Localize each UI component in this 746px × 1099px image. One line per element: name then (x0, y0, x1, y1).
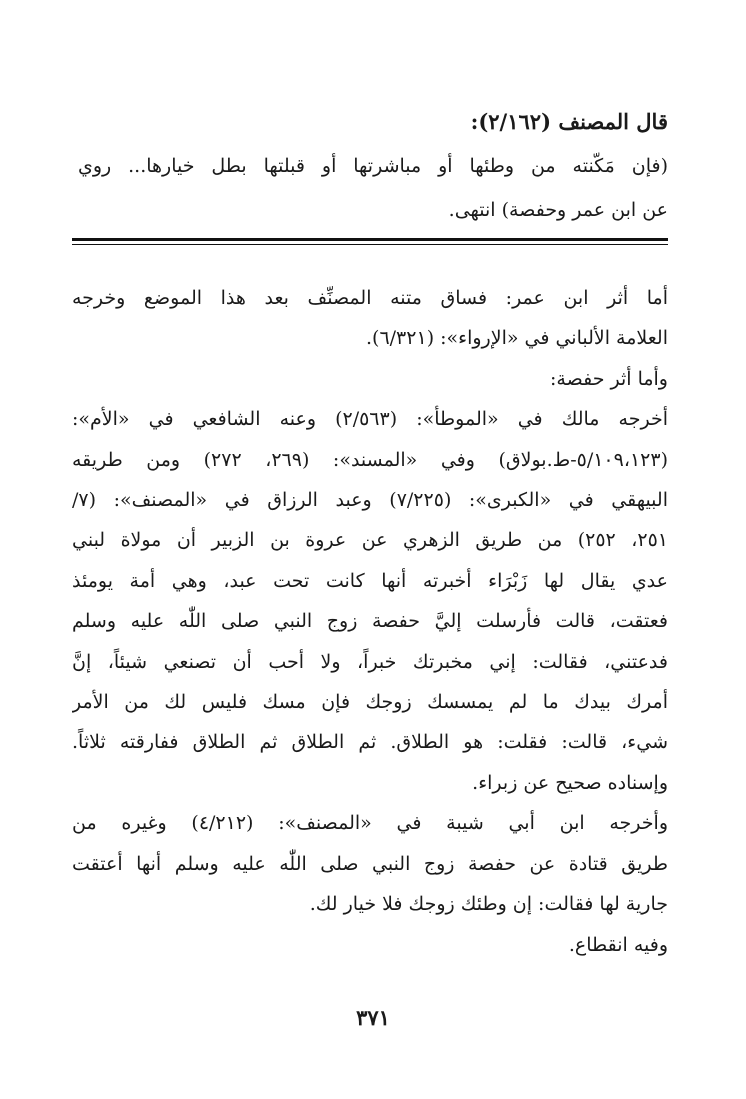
quote-line: (فإن مَكّنته من وطئها أو مباشرتها أو قبلتها بطل خيارها... روي (78, 155, 668, 177)
page-number: ٣٧١ (356, 1005, 390, 1030)
body-line: وأما أثر حفصة: (550, 367, 668, 390)
body-line: ٢٥١، ٢٥٢) من طريق الزهري عن عروة بن الزبير أن مولاة لبني (72, 529, 668, 552)
body-line: عدي يقال لها زَبْرَاء أخبرته أنها كانت تحت عبد، وهي أمة يومئذ (72, 569, 668, 592)
body-line: العلامة الألباني في «الإرواء»: (٦/٣٢١). (366, 327, 668, 350)
body-line: جارية لها فقالت: إن وطئك زوجك فلا خيار لك. (309, 893, 668, 916)
body-line: وإسناده صحيح عن زبراء. (472, 771, 668, 794)
body-line: أمرك بيدك ما لم يمسسك زوجك فإن مسك فليس لك من الأمر (72, 691, 668, 714)
body-line: وأخرجه ابن أبي شيبة في «المصنف»: (٤/٢١٢) وغيره من (72, 812, 668, 835)
body-line: أخرجه مالك في «الموطأ»: (٢/٥٦٣) وعنه الشافعي في «الأم»: (72, 408, 668, 431)
body-line: (٥/١٠٩،١٢٣-ط.بولاق) وفي «المسند»: (٢٦٩، ٢٧٢) ومن طريقه (72, 448, 668, 471)
heading-label: قال المصنف (558, 109, 668, 134)
body-line: فدعتني، فقالت: إني مخبرتك خبراً، ولا أحب أن تصنعي شيئاً، إنَّ (72, 650, 668, 673)
heading-reference: (٢/١٦٢): (470, 109, 552, 134)
body-line: شيء، قالت: فقلت: هو الطلاق. ثم الطلاق ثم الطلاق ففارقته ثلاثاً. (72, 731, 668, 754)
body-line: طريق قتادة عن حفصة زوج النبي صلى اللّٰه عليه وسلم أنها أعتقت (72, 852, 668, 875)
quote-line: عن ابن عمر وحفصة) انتهى. (448, 199, 668, 221)
section-heading (78, 100, 668, 144)
section-divider (72, 238, 668, 245)
commentary-body (72, 278, 668, 965)
body-line: البيهقي في «الكبرى»: (٧/٢٢٥) وعبد الرزاق في «المصنف»: (٧/ (72, 489, 668, 512)
author-quote-block (78, 100, 668, 232)
body-line: أما أثر ابن عمر: فساق متنه المصنِّف بعد هذا الموضع وخرجه (72, 287, 668, 309)
body-line: فعتقت، قالت فأرسلت إليَّ حفصة زوج النبي صلى اللّٰه عليه وسلم (72, 610, 668, 633)
body-line: وفيه انقطاع. (568, 933, 668, 956)
